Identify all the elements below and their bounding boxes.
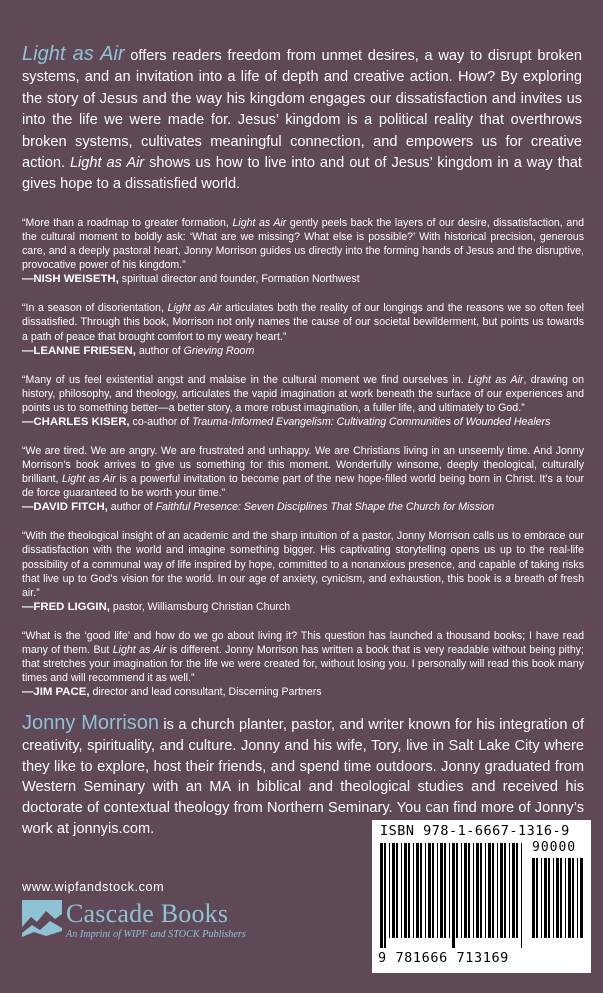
- quote-text: “We are tired. We are angry. We are frustrated and unhappy. We are Christians living in an unseemly time. And Jonny Morrison’s book arrives to give us something for this moment. Wonderfully winsome, deeply theological, culturally brilliant,: [22, 444, 584, 486]
- barcode-bar: [384, 843, 386, 948]
- barcode-digits: 9 781666 713169: [378, 950, 509, 966]
- barcode-bar: [428, 843, 431, 938]
- barcode-bar: [560, 858, 562, 938]
- barcode-bar: [396, 843, 398, 938]
- barcode-bar: [565, 858, 566, 938]
- barcode-bar: [476, 843, 479, 938]
- barcode-bar: [488, 843, 491, 938]
- endorsement-quote: [22, 444, 584, 500]
- endorser-role: spiritual director and founder, Formation Northwest: [118, 273, 360, 286]
- barcode-bar: [492, 843, 494, 938]
- barcode-bar: [401, 843, 402, 938]
- endorsement-attribution: [22, 415, 584, 430]
- quote-text: gently peels back the layers of our desire, dissatisfaction, and the cultural moment to boldly ask: ‘What are we missing? What else is possible?’ With historical precision, generous care, and a deeply pastoral heart, Jonny Morrison guides us directly into the forming hands of Jesus and the disruptive, provocative power of his kingdom.”: [22, 217, 584, 272]
- barcode-bar: [553, 858, 554, 938]
- price-code: 90000: [532, 840, 577, 855]
- barcode-bar: [392, 843, 395, 938]
- barcode-bar: [464, 843, 467, 938]
- endorsement: [22, 629, 584, 700]
- barcode-bar: [473, 843, 474, 938]
- isbn-barcode: [372, 820, 591, 973]
- barcode-bar: [536, 858, 538, 938]
- blurb-title-2: Light as Air: [69, 155, 145, 172]
- endorsement-quote: [22, 529, 584, 599]
- barcode-bar: [444, 843, 446, 938]
- endorsement-quote: [22, 629, 584, 685]
- endorsement-attribution: [22, 600, 584, 615]
- publisher-website[interactable]: www.wipfandstock.com: [22, 880, 165, 894]
- barcode-bar: [509, 843, 510, 938]
- barcode-bar: [480, 843, 482, 938]
- barcode-bar: [425, 843, 426, 938]
- barcode-bar: [389, 843, 390, 938]
- endorser-book: Faithful Presence: Seven Disciplines That Shape the Church for Mission: [155, 501, 495, 514]
- barcode-bar: [544, 858, 547, 938]
- endorsement: [22, 373, 584, 430]
- quote-text: “More than a roadmap to greater formation,: [22, 217, 233, 229]
- endorsement-quote: [22, 301, 584, 343]
- quote-book-title: Light as Air: [167, 302, 222, 315]
- quote-text: , drawing on history, philosophy, and theology, articulates the vapid imagination at work beneath the surface of our experiences and points us to something better—a better story, a more robust imagination, a fuller life, and ultimately to God.”: [22, 373, 584, 414]
- quote-text: “Many of us feel existential angst and malaise in the cultural moment we find ourselves in.: [22, 373, 469, 386]
- endorser-name: —LEANNE FRIESEN,: [22, 344, 136, 357]
- quote-text: articulates both the reality of our longings and the reasons we so often feel dissatisfied. Through this book, Morrison not only names the cause of our societal bewilderment, but points us towards a path of peace that brought comfort to my weary heart.”: [22, 302, 584, 343]
- quote-book-title: Light as Air: [62, 473, 116, 486]
- publisher-tagline: An Imprint of WIPF and STOCK Publishers: [66, 929, 246, 940]
- mountain-logo-icon: [22, 900, 62, 940]
- barcode-bar: [432, 843, 434, 938]
- barcode-bar: [452, 843, 455, 948]
- quote-book-title: Light as Air: [468, 373, 524, 386]
- endorser-role: author of: [135, 344, 184, 357]
- publisher-name: Cascade Books: [66, 899, 229, 928]
- blurb-title: Light as Air: [22, 43, 125, 65]
- barcode-bar: [485, 843, 486, 938]
- quote-text: is different. Jonny Morrison has written a book that is very readable without being pithy; that stretches your imagination for the life we were created for, without losing you. I personally will read this book many times and will recommend it as well.”: [22, 643, 584, 685]
- endorsements: [22, 216, 584, 714]
- barcode-bar: [580, 858, 583, 938]
- barcode-bar: [512, 843, 515, 938]
- barcode-bars: [380, 843, 525, 948]
- endorsement-quote: [22, 216, 584, 272]
- endorser-role: director and lead consultant, Discerning Partners: [89, 686, 322, 699]
- isbn-label: ISBN 978-1-6667-1316-9: [380, 823, 570, 839]
- endorsement-attribution: [22, 272, 584, 287]
- quote-book-title: Light as Air: [112, 643, 167, 656]
- endorser-name: —JIM PACE,: [22, 686, 90, 699]
- blurb-text-2: shows us how to live into and out of Jesus’ kingdom in a way that gives hope to a dissatisfied world.: [22, 155, 582, 193]
- endorser-role: co-author of: [129, 415, 193, 428]
- barcode-bar: [440, 843, 443, 938]
- endorser-name: —CHARLES KISER,: [22, 415, 130, 428]
- barcode-bar: [456, 843, 458, 938]
- quote-text: “In a season of disorientation,: [22, 302, 168, 315]
- barcode-bar: [548, 858, 550, 938]
- barcode-bar: [420, 843, 422, 938]
- barcode-bar: [497, 843, 498, 938]
- bio-text: is a church planter, pastor, and writer known for his integration of creativity, spirituality, and culture. Jonny and his wife, Tory, live in Salt Lake City where they like to explore, host their friends, and spend time outdoors. Jonny graduated from Western Seminary with an MA in biblical and theological studies and received his doctorate of contextual theology from Northern Seminary. You can find more of Jonny’s work at jonnyis.com.: [22, 717, 584, 837]
- barcode-bar: [556, 858, 559, 938]
- endorsement-attribution: [22, 500, 584, 515]
- barcode-bar: [541, 858, 542, 938]
- endorser-name: —DAVID FITCH,: [22, 501, 108, 514]
- barcode-bar: [500, 843, 503, 938]
- barcode-bar: [516, 843, 518, 938]
- barcode-bar: [572, 858, 574, 938]
- endorsement: [22, 444, 584, 515]
- barcode-bar: [380, 843, 383, 948]
- barcode-bar: [577, 858, 578, 938]
- endorser-role: author of: [107, 501, 156, 514]
- quote-text: is a powerful invitation to become part of the new hope-filled world being born in Christ. It’s a tour de force guaranteed to be worth your time.”: [22, 473, 584, 500]
- endorsement-quote: [22, 373, 584, 415]
- quote-text: “What is the ‘good life’ and how do we go about living it? This question has launched a thousand books; I have read many of them. But: [22, 629, 584, 656]
- barcode-bar: [521, 843, 522, 948]
- endorsement: [22, 301, 584, 358]
- endorser-name: —NISH WEISETH,: [22, 273, 119, 286]
- barcode-bar: [416, 843, 419, 938]
- quote-text: “With the theological insight of an academic and the sharp intuition of a pastor, Jonny Morrison calls us to embrace our dissatisfaction with the world and imagine something bigger. His captivating storytelling opens us up to the real-life possibility of a communal way of life inspired by hope, committed to a nonanxious presence, and capable of taking risks that live up to God’s vision for the world. In our age of anxiety, cynicism, and exhaustion, this book is a breath of fresh air.”: [22, 530, 584, 599]
- publisher-logo: [22, 898, 272, 944]
- blurb-text-1: offers readers freedom from unmet desires, a way to disrupt broken systems, and an invitation into a life of depth and creative action. How? By exploring the story of Jesus and the way his kingdom engages our dissatisfaction and invites us into the life we were made for. Jesus’ kingdom is a political reality that overthrows broken systems, cultivates meaningful connection, and empowers us for creative action.: [22, 48, 582, 172]
- endorser-name: —FRED LIGGIN,: [22, 600, 110, 613]
- barcode-bar: [568, 858, 571, 938]
- barcode-bar: [449, 843, 450, 938]
- price-barcode-bars: [532, 858, 584, 948]
- endorsement: [22, 216, 584, 287]
- book-blurb: [22, 44, 582, 196]
- barcode-bar: [437, 843, 438, 938]
- endorsement-attribution: [22, 685, 584, 700]
- barcode-bar: [468, 843, 470, 938]
- barcode-bar: [504, 843, 506, 938]
- endorsement: [22, 529, 584, 614]
- quote-book-title: Light as Air: [232, 217, 287, 229]
- author-name: Jonny Morrison: [22, 712, 160, 734]
- barcode-bar: [532, 858, 535, 938]
- barcode-bar: [461, 843, 462, 938]
- endorser-role: pastor, Williamsburg Christian Church: [109, 600, 291, 613]
- barcode-bar: [413, 843, 414, 938]
- barcode-bar: [404, 843, 407, 938]
- barcode-bar: [408, 843, 410, 938]
- endorser-book: Grieving Room: [183, 344, 255, 357]
- endorser-book: Trauma-Informed Evangelism: Cultivating Communities of Wounded Healers: [192, 415, 551, 428]
- endorsement-attribution: [22, 344, 584, 359]
